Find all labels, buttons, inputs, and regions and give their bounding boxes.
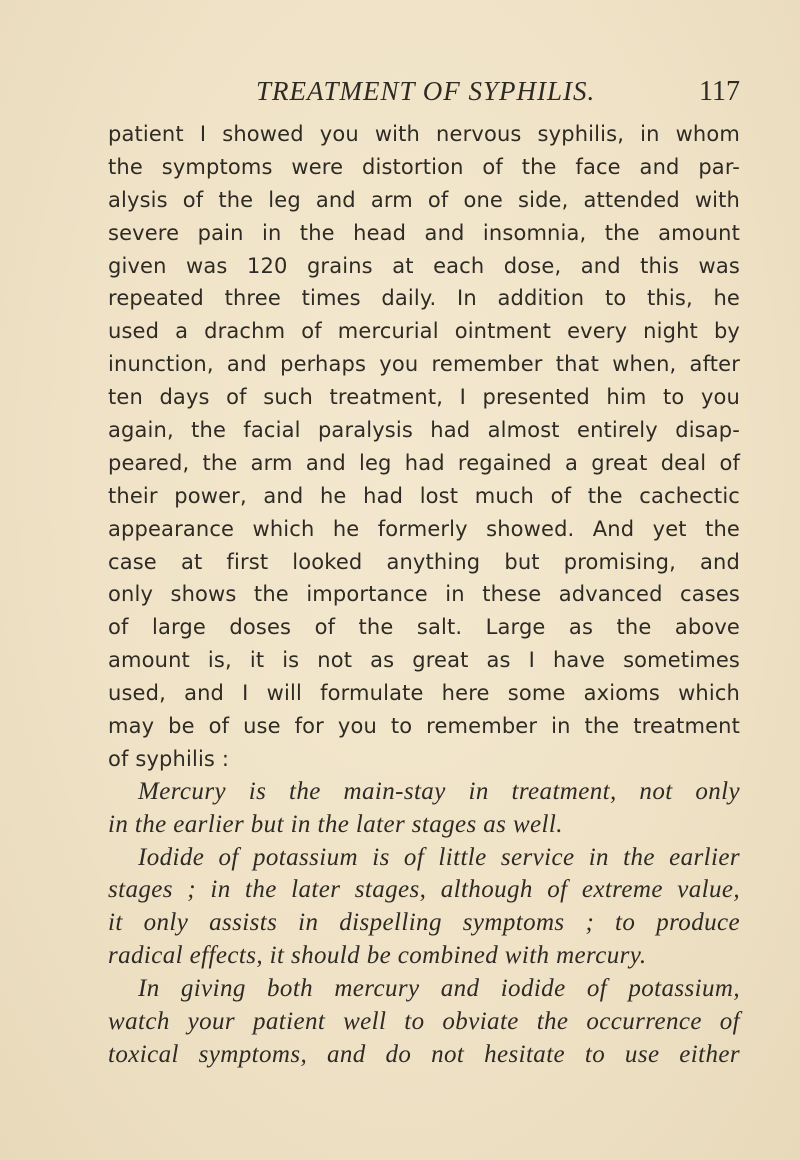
axiom-line: in the earlier but in the later stages as well. [108,810,563,838]
running-title: TREATMENT OF SYPHILIS. [256,76,596,106]
axiom-line: toxical symptoms, and do not hesitate to use either [108,1040,740,1068]
text-line: ten days of such treatment, I presented him to you [108,385,740,410]
text-line: case at first looked anything but promising, and [108,549,740,574]
text-line: amount is, it is not as great as I have sometimes [108,648,740,673]
axiom-line: Mercury is the main-stay in treatment, not only [138,777,740,805]
axiom-line: radical effects, it should be combined with mercury. [108,942,647,970]
text-line: alysis of the leg and arm of one side, attended with [108,187,740,212]
page-number: 117 [699,76,740,107]
text-line: used a drachm of mercurial ointment every night by [108,319,740,344]
text-line: peared, the arm and leg had regained a great deal of [108,450,740,475]
axiom-line: watch your patient well to obviate the occurrence of [108,1008,740,1036]
text-line: repeated three times daily. In addition to this, he [108,286,740,311]
axiom-line: stages ; in the later stages, although of extreme value, [108,876,740,904]
text-line: used, and I will formulate here some axioms which [108,681,740,706]
text-line: severe pain in the head and insomnia, the amount [108,220,740,245]
text-line: the symptoms were distortion of the face and par- [108,154,740,179]
axiom-line: Iodide of potassium is of little service in the earlier [138,843,740,871]
axiom-line: it only assists in dispelling symptoms ; to produce [108,909,740,937]
text-line: may be of use for you to remember in the treatment [108,714,740,739]
page-header [108,76,740,116]
text-line: patient I showed you with nervous syphilis, in whom [108,122,740,146]
text-line: appearance which he formerly showed. And yet the [108,516,740,541]
text-line: of syphilis : [108,746,230,771]
text-line: given was 120 grains at each dose, and this was [108,253,740,278]
text-line: inunction, and perhaps you remember that when, after [108,352,740,377]
text-line: of large doses of the salt. Large as the above [108,615,740,640]
text-line: their power, and he had lost much of the cachectic [108,483,740,508]
text-line: only shows the importance in these advanced cases [108,582,740,607]
text-line: again, the facial paralysis had almost entirely disap- [108,418,740,443]
axiom-line: In giving both mercury and iodide of potassium, [138,975,740,1003]
body-text [108,118,740,1072]
